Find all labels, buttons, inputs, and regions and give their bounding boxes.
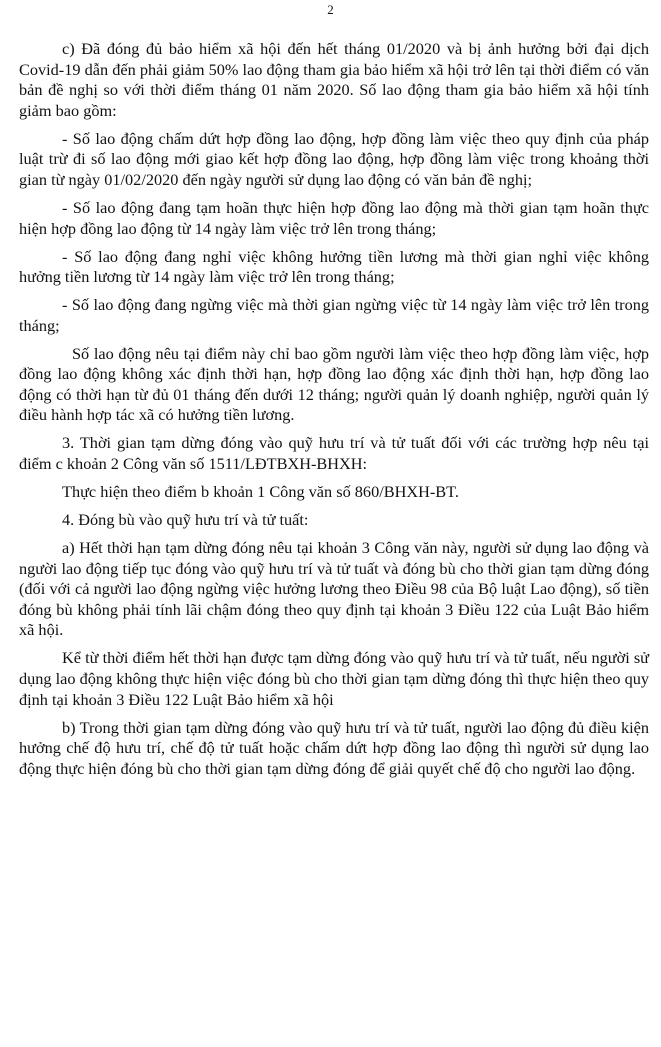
paragraph-terminated-contracts: - Số lao động chấm dứt hợp đồng lao động, hợp đồng làm việc theo quy định của pháp luật trừ đi số lao động mới giao kết hợp đồng lao động, hợp đồng làm việc trong khoảng thời gian từ ngày 01/02/2020 đến ngày người sử dụng lao động có văn bản đề nghị; (19, 128, 649, 189)
paragraph-4b-retirement-benefits: b) Trong thời gian tạm dừng đóng vào quỹ hưu trí và tử tuất, người lao động đủ điều kiện hưởng chế độ hưu trí, chế độ tử tuất hoặc chấm dứt hợp đồng lao động thì người sử dụng lao động thực hiện đóng bù cho thời gian tạm dừng đóng để giải quyết chế độ cho người lao động. (19, 717, 649, 778)
paragraph-section-3-implementation: Thực hiện theo điểm b khoản 1 Công văn số 860/BHXH-BT. (62, 482, 459, 502)
page-number: 2 (327, 2, 334, 17)
paragraph-work-stoppage: - Số lao động đang ngừng việc mà thời gian ngừng việc từ 14 ngày làm việc trở lên trong tháng; (19, 295, 649, 335)
paragraph-suspended-contracts: - Số lao động đang tạm hoãn thực hiện hợp đồng lao động mà thời gian tạm hoãn thực hiện hợp đồng lao động từ 14 ngày làm việc trở lên trong tháng; (19, 197, 649, 238)
paragraph-section-3-heading: 3. Thời gian tạm dừng đóng vào quỹ hưu trí và tử tuất đối với các trường hợp nêu tại điểm c khoản 2 Công văn số 1511/LĐTBXH-BHXH: (19, 433, 649, 474)
paragraph-section-4-heading: 4. Đóng bù vào quỹ hưu trí và tử tuất: (62, 510, 309, 529)
paragraph-scope-of-workers: Số lao động nêu tại điểm này chỉ bao gồm người làm việc theo hợp đồng làm việc, hợp đồng lao động không xác định thời hạn, hợp đồng lao động xác định thời hạn, hợp đồng lao động có thời hạn từ đủ 01 tháng đến dưới 12 tháng; người quản lý doanh nghiệp, người quản lý điều hành hợp tác xã có hưởng tiền lương. (19, 343, 649, 425)
paragraph-4a-back-payment: a) Hết thời hạn tạm dừng đóng nêu tại khoản 3 Công văn này, người sử dụng lao động và người lao động tiếp tục đóng vào quỹ hưu trí và tử tuất và đóng bù cho thời gian tạm dừng đóng (đối với cả người lao động ngừng việc hưởng lương theo Điều 98 của Bộ luật Lao động), số tiền đóng bù không phải tính lãi chậm đóng theo quy định tại khoản 3 Điều 122 của Luật Bảo hiểm xã hội. (19, 537, 649, 640)
document-body (19, 39, 649, 787)
paragraph-late-payment: Kể từ thời điểm hết thời hạn được tạm dừng đóng vào quỹ hưu trí và tử tuất, nếu người sử dụng lao động không thực hiện việc đóng bù cho thời gian tạm dừng đóng thì thực hiện theo quy định tại khoản 3 Điều 122 Luật Bảo hiểm xã hội (19, 648, 649, 709)
paragraph-unpaid-leave: - Số lao động đang nghỉ việc không hưởng tiền lương mà thời gian nghỉ việc không hưởng tiền lương từ 14 ngày làm việc trở lên trong tháng; (19, 246, 649, 287)
paragraph-c-insurance-condition: c) Đã đóng đủ bảo hiểm xã hội đến hết tháng 01/2020 và bị ảnh hưởng bởi đại dịch Covid-19 dẫn đến phải giảm 50% lao động tham gia bảo hiểm xã hội trở lên tại thời điểm có văn bản đề nghị so với thời điểm tháng 01 năm 2020. Số lao động tham gia bảo hiểm xã hội tính giảm bao gồm: (19, 39, 649, 120)
